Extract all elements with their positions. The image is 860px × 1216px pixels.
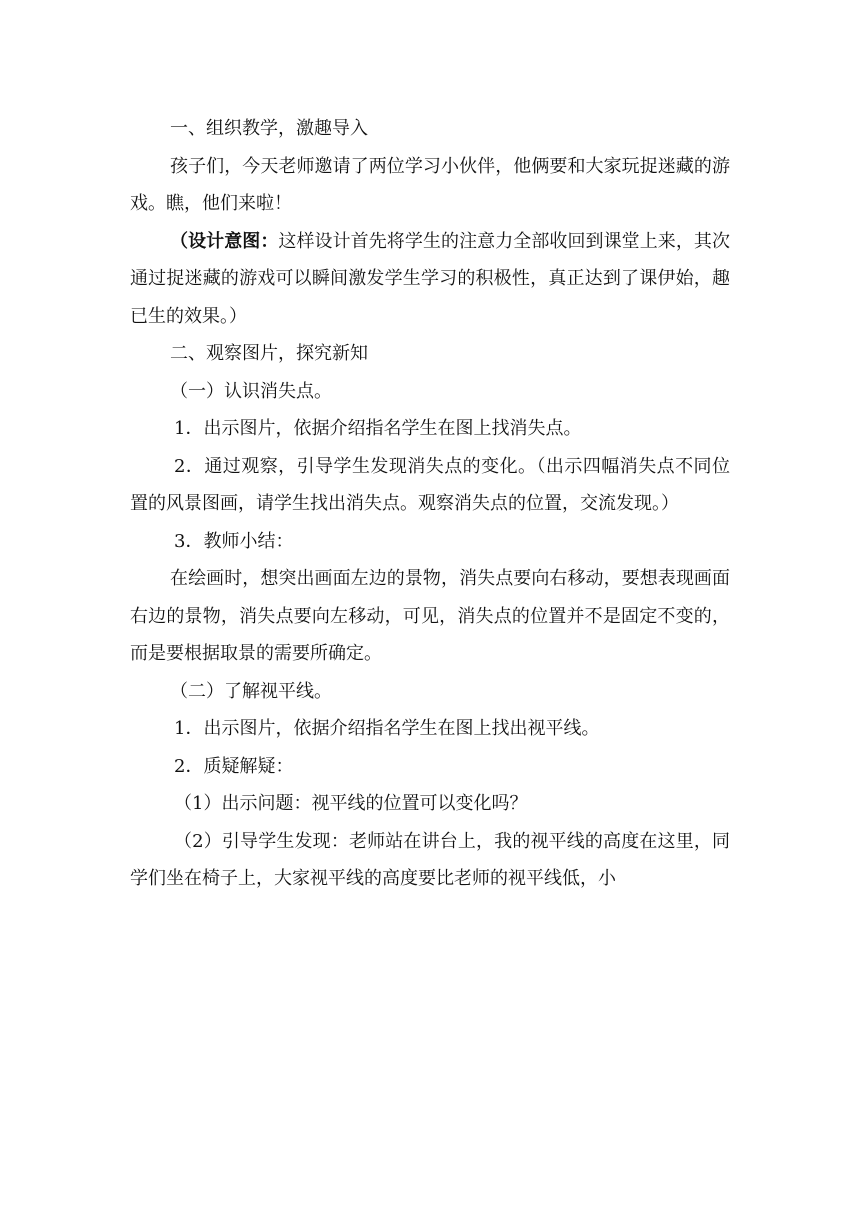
subsection1-item-3: 3．教师小结：	[174, 530, 294, 552]
subsection2-question-2: （2）引导学生发现：老师站在讲台上，我的视平线的高度在这里，同学们坐在椅子上，大家视平线的高度要比老师的视平线低，小	[130, 830, 730, 889]
subsection2-item-2: 2．质疑解疑：	[174, 755, 294, 777]
design-intent-paragraph	[130, 223, 730, 336]
document-body	[130, 110, 730, 898]
section2-heading: 二、观察图片，探究新知	[170, 343, 368, 364]
subsection1-item-2: 2．通过观察，引导学生发现消失点的变化。（出示四幅消失点不同位置的风景图画，请学生找出消失点。观察消失点的位置，交流发现。）	[130, 455, 730, 514]
design-intent-text: 这样设计首先将学生的注意力全部收回到课堂上来，其次通过捉迷藏的游戏可以瞬间激发学生学习的积极性，真正达到了课伊始，趣已生的效果。）	[130, 230, 731, 327]
intro-paragraph: 孩子们，今天老师邀请了两位学习小伙伴，他俩要和大家玩捉迷藏的游戏。瞧，他们来啦！	[130, 155, 730, 214]
summary-paragraph: 在绘画时，想突出画面左边的景物，消失点要向右移动，要想表现画面右边的景物，消失点要向左移动，可见，消失点的位置并不是固定不变的，而是要根据取景的需要所确定。	[130, 568, 730, 664]
subsection1-heading: （一）认识消失点。	[170, 380, 332, 402]
design-intent-label: （设计意图：	[170, 230, 279, 252]
subsection1-item-1: 1．出示图片，依据介绍指名学生在图上找消失点。	[174, 418, 582, 439]
subsection2-question-1: （1）出示问题：视平线的位置可以变化吗？	[174, 793, 528, 814]
subsection2-heading: （二）了解视平线。	[170, 680, 332, 702]
subsection2-item-1: 1．出示图片，依据介绍指名学生在图上找出视平线。	[174, 718, 600, 739]
section1-heading: 一、组织教学，激趣导入	[170, 118, 368, 139]
